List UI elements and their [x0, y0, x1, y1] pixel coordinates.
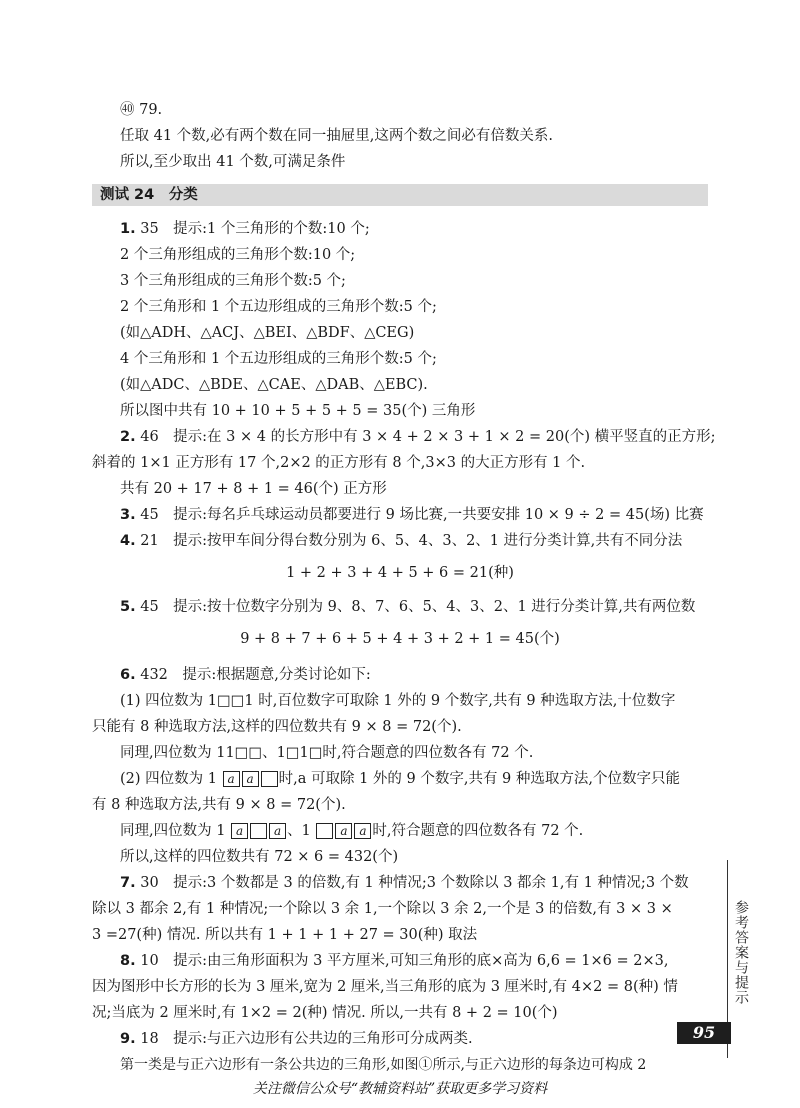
question-6-line: 只能有 8 种选取方法,这样的四位数共有 9 × 8 = 72(个). — [92, 719, 462, 735]
question-5-number: 5. — [120, 599, 136, 615]
empty-box — [261, 771, 278, 787]
question-9-text: 18 提示:与正六边形有公共边的三角形可分成两类. — [135, 1031, 473, 1047]
question-6-text: 时,符合题意的四位数各有 72 个. — [372, 823, 584, 839]
question-6-line — [120, 665, 371, 685]
question-6-line: 有 8 种选取方法,共有 9 × 8 = 72(个). — [92, 797, 346, 813]
digit-box: a — [354, 823, 371, 839]
answer-40-number: ㊵ 79. — [120, 102, 163, 118]
question-1-line: 所以图中共有 10 + 10 + 5 + 5 + 5 = 35(个) 三角形 — [120, 403, 476, 419]
digit-box: a — [223, 771, 240, 787]
question-6-line: 所以,这样的四位数共有 72 × 6 = 432(个) — [120, 849, 399, 865]
question-8-line — [120, 951, 668, 971]
question-6-number: 6. — [120, 667, 136, 683]
question-9-line: 第一类是与正六边形有一条公共边的三角形,如图①所示,与正六边形的每条边可构成 2 — [120, 1057, 647, 1073]
digit-box: a — [269, 823, 286, 839]
question-1-number: 1. — [120, 221, 136, 237]
question-4-number: 4. — [120, 533, 136, 549]
question-7-text: 30 提示:3 个数都是 3 的倍数,有 1 种情况;3 个数除以 3 都余 1,有 1 种情况;3 个数 — [135, 875, 689, 891]
question-6-text: 、1 — [287, 823, 316, 839]
question-6-line: 同理,四位数为 11□□、1□1□时,符合题意的四位数各有 72 个. — [120, 745, 534, 761]
answer-40-conclusion: 所以,至少取出 41 个数,可满足条件 — [120, 154, 346, 170]
question-7-number: 7. — [120, 875, 136, 891]
question-1-line: (如△ADC、△BDE、△CAE、△DAB、△EBC). — [120, 377, 428, 393]
question-6-line: (1) 四位数为 1□□1 时,百位数字可取除 1 外的 9 个数字,共有 9 种选取方法,十位数字 — [120, 693, 676, 709]
digit-box: a — [231, 823, 248, 839]
footer-note: 关注微信公众号“教辅资料站”获取更多学习资料 — [252, 1081, 548, 1097]
question-7-line: 3 =27(种) 情况. 所以共有 1 + 1 + 1 + 27 = 30(种) 取法 — [92, 927, 478, 943]
question-6-text: 432 提示:根据题意,分类讨论如下: — [135, 667, 371, 683]
question-8-text: 10 提示:由三角形面积为 3 平方厘米,可知三角形的底×高为 6,6 = 1×6 = 2×3, — [135, 953, 669, 969]
question-6-line — [120, 769, 680, 789]
question-1-line: 3 个三角形组成的三角形个数:5 个; — [120, 273, 346, 289]
question-1-line: 2 个三角形组成的三角形个数:10 个; — [120, 247, 356, 263]
section-title: 测试 24 分类 — [100, 187, 198, 203]
question-1-line: (如△ADH、△ACJ、△BEI、△BDF、△CEG) — [120, 325, 415, 341]
question-6-text: 时,a 可取除 1 外的 9 个数字,共有 9 种选取方法,个位数字只能 — [278, 771, 681, 787]
question-1-text: 35 提示:1 个三角形的个数:10 个; — [135, 221, 370, 237]
question-5-equation: 9 + 8 + 7 + 6 + 5 + 4 + 3 + 2 + 1 = 45(个) — [240, 631, 560, 647]
question-1-line: 2 个三角形和 1 个五边形组成的三角形个数:5 个; — [120, 299, 437, 315]
question-6-text: (2) 四位数为 1 — [120, 771, 222, 787]
question-8-line: 况;当底为 2 厘米时,有 1×2 = 2(种) 情况. 所以,一共有 8 + 2 = 10(个) — [92, 1005, 558, 1021]
question-5-line — [120, 597, 695, 617]
question-5-text: 45 提示:按十位数字分别为 9、8、7、6、5、4、3、2、1 进行分类计算,共有两位数 — [135, 599, 696, 615]
question-2-number: 2. — [120, 429, 136, 445]
question-8-number: 8. — [120, 953, 136, 969]
side-tab-label: 参考答案与提示 — [733, 900, 749, 1005]
question-1-line — [120, 219, 370, 239]
question-7-line — [120, 873, 689, 893]
question-2-line: 斜着的 1×1 正方形有 17 个,2×2 的正方形有 8 个,3×3 的大正方形有 1 个. — [92, 455, 586, 471]
question-1-line: 4 个三角形和 1 个五边形组成的三角形个数:5 个; — [120, 351, 437, 367]
question-6-line — [120, 821, 583, 841]
empty-box — [316, 823, 333, 839]
question-4-text: 21 提示:按甲车间分得台数分别为 6、5、4、3、2、1 进行分类计算,共有不同分法 — [135, 533, 683, 549]
question-2-line — [120, 427, 716, 447]
question-9-line — [120, 1029, 473, 1049]
digit-box: a — [242, 771, 259, 787]
question-4-line — [120, 531, 682, 551]
question-8-line: 因为图形中长方形的长为 3 厘米,宽为 2 厘米,当三角形的底为 3 厘米时,有 4×2 = 8(种) 情 — [92, 979, 678, 995]
question-4-equation: 1 + 2 + 3 + 4 + 5 + 6 = 21(种) — [286, 565, 514, 581]
question-2-line: 共有 20 + 17 + 8 + 1 = 46(个) 正方形 — [120, 481, 387, 497]
digit-box: a — [335, 823, 352, 839]
question-3-line — [120, 505, 704, 525]
page-number: 95 — [692, 1023, 716, 1042]
empty-box — [250, 823, 267, 839]
question-3-number: 3. — [120, 507, 136, 523]
question-9-number: 9. — [120, 1031, 136, 1047]
question-2-text: 46 提示:在 3 × 4 的长方形中有 3 × 4 + 2 × 3 + 1 × 2 = 20(个) 横平竖直的正方形; — [135, 429, 716, 445]
question-3-text: 45 提示:每名乒乓球运动员都要进行 9 场比赛,一共要安排 10 × 9 ÷ 2 = 45(场) 比赛 — [135, 507, 704, 523]
answer-40-line: 任取 41 个数,必有两个数在同一抽屉里,这两个数之间必有倍数关系. — [120, 128, 553, 144]
question-7-line: 除以 3 都余 2,有 1 种情况;一个除以 3 余 1,一个除以 3 余 2,一个是 3 的倍数,有 3 × 3 × — [92, 901, 673, 917]
question-6-text: 同理,四位数为 1 — [120, 823, 231, 839]
